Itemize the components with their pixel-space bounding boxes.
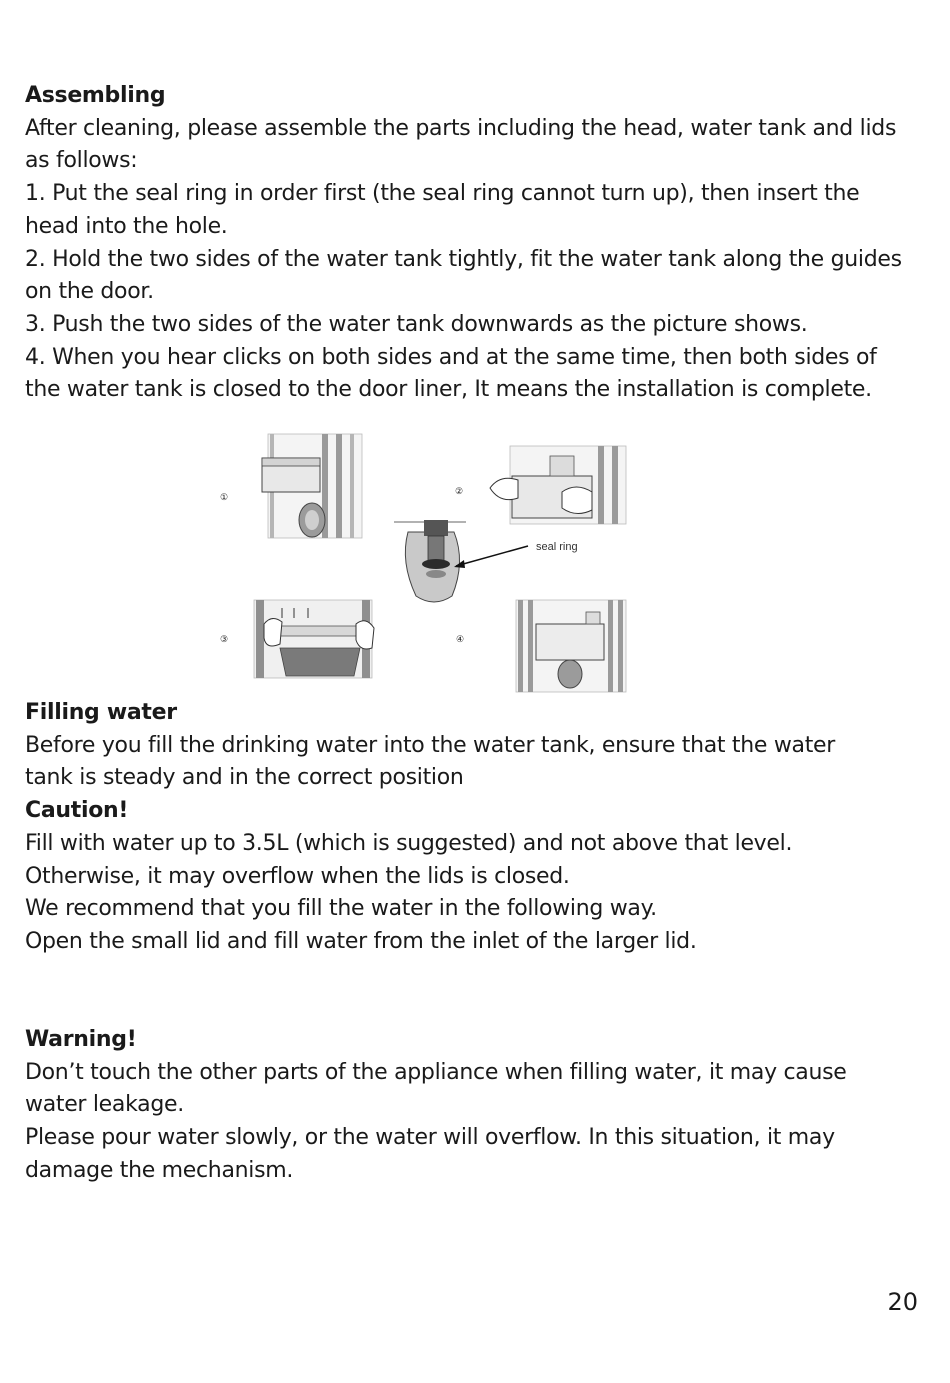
filling-line: tank is steady and in the correct position <box>25 765 464 791</box>
page-number: 20 <box>887 1288 918 1316</box>
caution-heading: Caution! <box>25 798 129 824</box>
assembling-line: as follows: <box>25 148 138 174</box>
assembling-section <box>25 80 935 407</box>
assembling-line: head into the hole. <box>25 213 228 239</box>
caution-line: Otherwise, it may overflow when the lids is closed. <box>25 863 570 889</box>
step-number-1: ① <box>220 492 229 502</box>
warning-line: Don’t touch the other parts of the appliance when filling water, it may cause <box>25 1059 847 1085</box>
assembling-heading: Assembling <box>25 83 166 108</box>
panel-step-4 <box>456 600 626 692</box>
filling-water-heading: Filling water <box>25 700 177 725</box>
step-number-4: ④ <box>456 634 465 644</box>
step-number-3: ③ <box>220 634 229 644</box>
assembling-line: After cleaning, please assemble the parts including the head, water tank and lids <box>25 115 897 141</box>
assembling-step-2: 2. Hold the two sides of the water tank tightly, fit the water tank along the guides <box>25 246 902 272</box>
assembling-line: on the door. <box>25 279 154 305</box>
caution-line: We recommend that you fill the water in the following way. <box>25 896 657 922</box>
filling-line: Before you fill the drinking water into the water tank, ensure that the water <box>25 732 836 758</box>
warning-line: Please pour water slowly, or the water will overflow. In this situation, it may <box>25 1125 835 1151</box>
seal-ring-label: seal ring <box>536 541 578 553</box>
warning-line: water leakage. <box>25 1092 184 1118</box>
assembling-step-1: 1. Put the seal ring in order first (the seal ring cannot turn up), then insert the <box>25 181 860 207</box>
panel-step-3 <box>220 600 374 678</box>
panel-step-1 <box>220 434 362 538</box>
assembling-step-4: 4. When you hear clicks on both sides and at the same time, then both sides of <box>25 344 877 370</box>
warning-line: damage the mechanism. <box>25 1157 294 1183</box>
warning-heading: Warning! <box>25 1027 137 1052</box>
warning-section <box>25 1024 935 1188</box>
step-number-2: ② <box>455 486 464 496</box>
panel-step-2 <box>455 446 626 524</box>
assembling-line: the water tank is closed to the door liner, It means the installation is complete. <box>25 377 872 403</box>
filling-water-section <box>25 697 935 959</box>
assembling-step-3: 3. Push the two sides of the water tank downwards as the picture shows. <box>25 311 808 337</box>
caution-line: Open the small lid and fill water from the inlet of the larger lid. <box>25 928 697 954</box>
panel-seal-ring <box>394 520 578 602</box>
caution-line: Fill with water up to 3.5L (which is suggested) and not above that level. <box>25 830 793 856</box>
assembly-illustration <box>210 428 640 696</box>
